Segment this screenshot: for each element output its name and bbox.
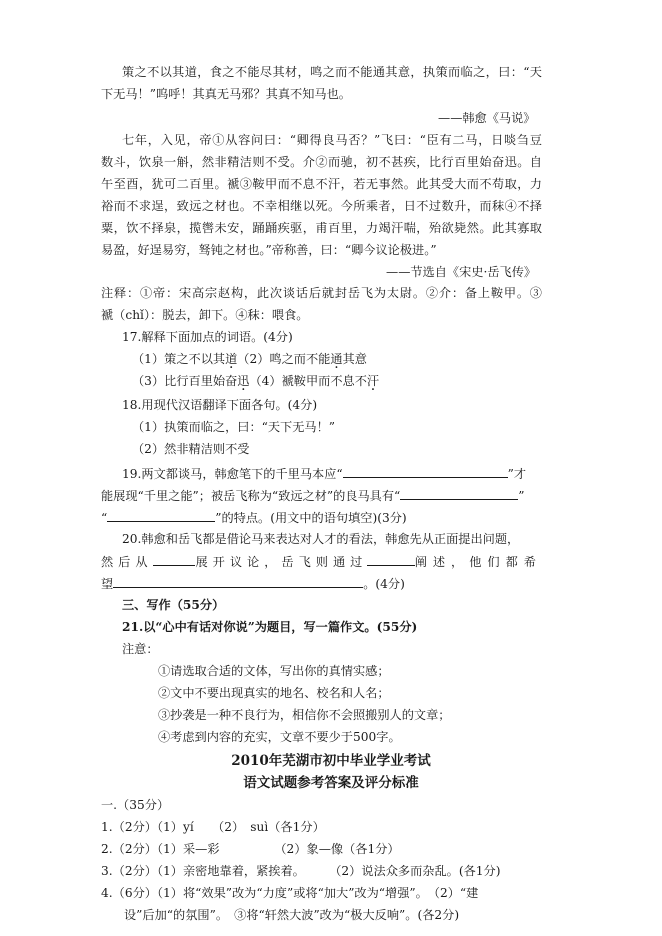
passage-line: 策之不以其道，食之不能尽其材，鸣之而不能通其意，执策而临之，曰：“天 [122,65,542,79]
question-19-line: “ ”的特点。(用文中的语句填空)(3分) [101,508,407,527]
answers-section: 一.（35分） [101,798,170,812]
answer-blank[interactable] [343,464,508,478]
dotted-word: 汗 [366,374,380,388]
question-20-line: 望 。(4分) [101,574,405,593]
note-item: ③抄袭是一种不良行为，相信你不会照搬别人的文章； [158,708,451,722]
passage-line: 下无马！”呜呼！其真无马邪？其真不知马也。 [101,87,351,101]
section-title: 三、写作（55分） [122,598,225,612]
question-19-line: 19.两文都谈马，韩愈笔下的千里马本应“ ”才 [122,464,526,483]
answer-blank[interactable] [367,552,414,566]
note-label: 注意： [122,642,159,656]
dotted-word: 迅 [237,374,250,388]
answer-blank[interactable] [113,574,363,588]
passage-source: ——节选自《宋史·岳飞传》 [386,265,537,279]
answer-blank[interactable] [153,552,196,566]
answer-item: 3.（2分）（1）亲密地靠着，紧挨着。 （2）说法众多而杂乱。(各1分) [101,864,501,878]
dotted-word: 通 [330,352,343,366]
passage-source: ——韩愈《马说》 [438,111,536,125]
passage-line: 易盈，好逞易穷，驽钝之材也。”帝称善，曰：“卿今议论极进。” [101,243,437,257]
question-19-line: 能展现“千里之能”；被岳飞称为“致远之材”的良马具有“ ” [101,486,525,505]
answer-item: 设”后加“的氛围”。 ③将“轩然大波”改为“极大反响”。(各2分) [124,908,460,922]
passage-line: 裕而不求逞，致远之材也。不幸相继以死。今所乘者，日不过数升，而秣④不择 [101,199,542,213]
answers-title: 2010年芜湖市初中毕业学业考试 [231,753,431,769]
question-21: 21.以“心中有话对你说”为题目，写一篇作文。(55分) [122,620,418,634]
question-17-items-1: （1）策之不以其道（2）鸣之而不能通其意 [132,352,367,366]
note-item: ②文中不要出现真实的地名、校名和人名； [158,686,390,700]
question-20-line: 然后从 展开议论，岳飞则通过 阐述，他们都希 [101,552,542,571]
question-18-stem: 18.用现代汉语翻译下面各句。(4分) [122,398,318,412]
answer-item: 4.（6分）（1）将“效果”改为“力度”或将“加大”改为“增强”。 （2）“建 [101,886,479,900]
question-18-sentence: （1）执策而临之，曰：“天下无马！” [132,420,336,434]
question-20-line: 20.韩愈和岳飞都是借论马来表达对人才的看法，韩愈先从正面提出问题， [122,532,520,546]
passage-line: 粟，饮不择泉，揽辔未安，踊踊疾驱，甫百里，力竭汗喘，殆欲毙然。此其寡取 [101,221,542,235]
answer-blank[interactable] [400,486,518,500]
question-18-sentence: （2）然非精洁则不受 [132,442,250,456]
note-item: ①请选取合适的文体，写出你的真情实感； [158,664,390,678]
dotted-word: 道 [225,352,238,366]
notes-line: 褫（chǐ）：脱去，卸下。④秣：喂食。 [101,308,309,322]
answer-blank[interactable] [107,508,215,522]
note-item: ④考虑到内容的充实，文章不要少于500字。 [158,730,401,744]
notes-line: 注释：①帝：宋高宗赵构，此次谈话后就封岳飞为太尉。②介：备上鞍甲。③ [101,286,542,300]
question-17-stem: 17.解释下面加点的词语。(4分) [122,330,293,344]
passage-line: 午至酉，犹可二百里。褫③鞍甲而不息不汗，若无事然。此其受大而不苟取，力 [101,177,542,191]
answer-item: 2.（2分）（1）采—彩 （2）象—像（各1分） [101,842,400,856]
passage-line: 七年，入见，帝①从容问曰：“卿得良马否？”飞曰：“臣有二马，日啖刍豆 [122,133,542,147]
answer-item: 1.（2分）（1）yí （2） suì（各1分） [101,820,325,834]
answers-subtitle: 语文试题参考答案及评分标准 [243,775,419,791]
passage-line: 数斗，饮泉一斛，然非精洁则不受。介②而驰，初不甚疾，比行百里始奋迅。自 [101,155,542,169]
question-17-items-2: （3）比行百里始奋迅（4）褫鞍甲而不息不汗 [132,374,380,388]
